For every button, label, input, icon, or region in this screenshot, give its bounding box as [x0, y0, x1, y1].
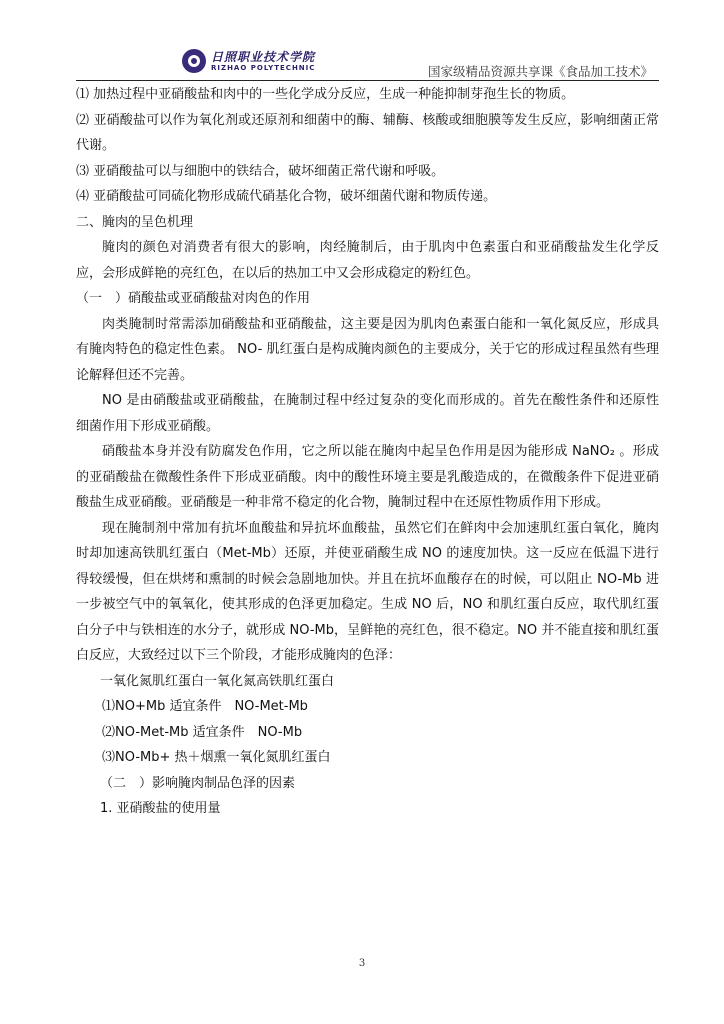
list-item: ⑷ 亚硝酸盐可同硫化物形成硫代硝基化合物，破坏细菌代谢和物质传递。 [76, 189, 497, 204]
paragraph: 肉类腌制时常需添加硝酸盐和亚硝酸盐，这主要是因为肌肉色素蛋白能和一氧化氮反应，形成具有腌肉特色的稳定性色素。 NO- 肌红蛋白是构成腌肉颜色的主要成分，关于它的形成过程虽然有些理论解释但还不完善。 [76, 316, 659, 383]
logo-chinese-name: 日照职业技术学院 [211, 49, 316, 64]
subsection-heading: （二 ）影响腌肉制品色泽的因素 [100, 775, 296, 791]
list-item: ⑶ 亚硝酸盐可以与细胞中的铁结合，破坏细菌正常代谢和呼吸。 [76, 163, 445, 179]
reaction-chain: 一氧化氮肌红蛋白一氧化氮高铁肌红蛋白 [100, 673, 335, 689]
reaction-step: ⑵NO-Met-Mb 适宜条件 NO-Mb [102, 724, 303, 740]
item-heading: 1. 亚硝酸盐的使用量 [100, 801, 221, 816]
logo-english-name: RIZHAO POLYTECHNIC [211, 63, 316, 72]
page-number: 3 [358, 958, 366, 969]
list-item: ⑵ 亚硝酸盐可以作为氧化剂或还原剂和细菌中的酶、辅酶、核酸或细胞膜等发生反应，影响细菌正常代谢。 [76, 112, 659, 153]
page-header [76, 40, 659, 81]
section-heading: 二、腌肉的呈色机理 [76, 214, 194, 230]
school-emblem-icon [182, 49, 206, 73]
paragraph: 腌肉的颜色对消费者有很大的影响，肉经腌制后，由于肌肉中色素蛋白和亚硝酸盐发生化学反应，会形成鲜艳的亮红色，在以后的热加工中又会形成稳定的粉红色。 [76, 240, 659, 281]
document-body [76, 82, 659, 822]
paragraph: NO 是由硝酸盐或亚硝酸盐，在腌制过程中经过复杂的变化而形成的。首先在酸性条件和还原性细菌作用下形成亚硝酸。 [76, 393, 659, 434]
paragraph: 现在腌制剂中常加有抗坏血酸盐和异抗坏血酸盐，虽然它们在鲜肉中会加速肌红蛋白氧化，腌肉时却加速高铁肌红蛋白（Met-Mb）还原，并使亚硝酸生成 NO 的速度加快。这一反应在低温下进行得较缓慢，但在烘烤和熏制的时候会急剧地加快。并且在抗坏血酸存在的时候，可以阻止 NO-Mb 进一步被空气中的氧氧化，使其形成的色泽更加稳定。生成 NO 后，NO 和肌红蛋白反应，取代肌红蛋白分子中与铁相连的水分子，就形成 NO-Mb，呈鲜艳的亮红色，很不稳定。NO 并不能直接和肌红蛋白反应，大致经过以下三个阶段，才能形成腌肉的色泽： [76, 520, 659, 663]
subsection-heading: （一 ）硝酸盐或亚硝酸盐对肉色的作用 [76, 291, 311, 306]
reaction-step: ⑶NO-Mb+ 热＋烟熏一氧化氮肌红蛋白 [102, 750, 331, 765]
course-title: 国家级精品资源共享课《食品加工技术》 [427, 64, 653, 79]
reaction-step: ⑴NO+Mb 适宜条件 NO-Met-Mb [102, 699, 308, 714]
list-item: ⑴ 加热过程中亚硝酸盐和肉中的一些化学成分反应，生成一种能抑制芽孢生长的物质。 [76, 87, 575, 102]
school-logo [182, 46, 315, 76]
paragraph: 硝酸盐本身并没有防腐发色作用，它之所以能在腌肉中起呈色作用是因为能形成 NaNO₂ 。形成的亚硝酸盐在微酸性条件下形成亚硝酸。肉中的酸性环境主要是乳酸造成的，在微酸条件下促进亚硝酸盐生成亚硝酸。亚硝酸是一种非常不稳定的化合物，腌制过程中在还原性物质作用下形成。 [76, 444, 659, 510]
